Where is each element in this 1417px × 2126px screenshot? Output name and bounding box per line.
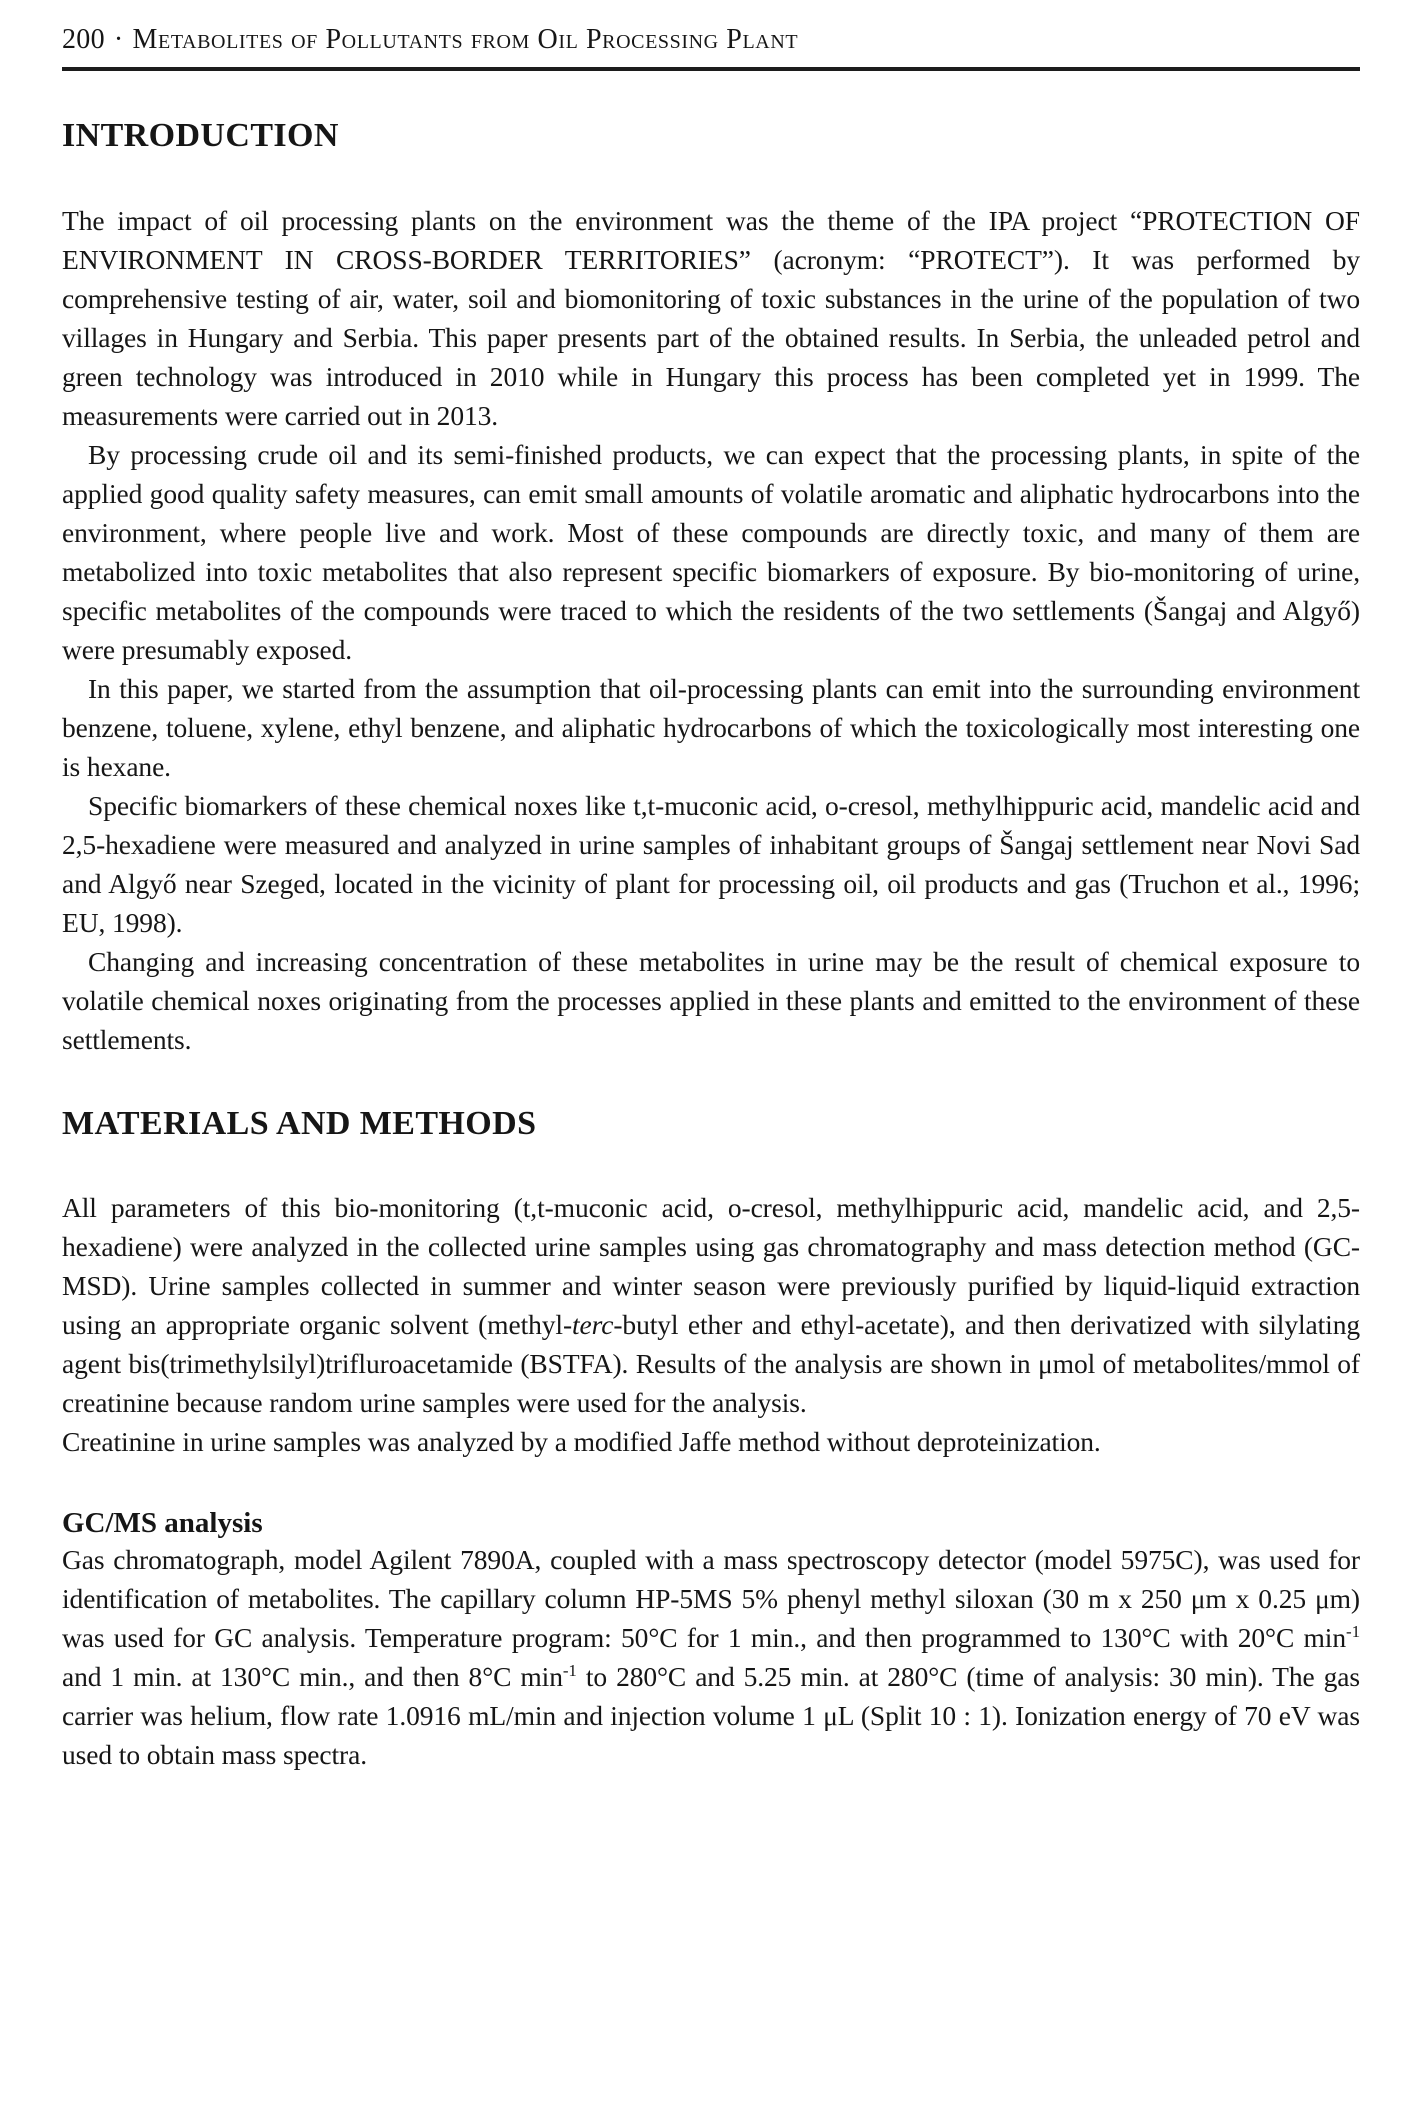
introduction-paragraphs: [62, 201, 1360, 1059]
gcms-paragraphs: [62, 1540, 1360, 1774]
paragraph: Specific biomarkers of these chemical noxes like t,t-muconic acid, o-cresol, methylhippuric acid, mandelic acid and 2,5-hexadiene were measured and analyzed in urine samples of inhabitant groups of Šangaj settlement near Novi Sad and Algyő near Szeged, located in the vicinity of plant for processing oil, oil products and gas (Truchon et al., 1996; EU, 1998).: [62, 789, 1360, 938]
paragraph: Gas chromatograph, model Agilent 7890A, coupled with a mass spectroscopy detector (model 5975C), was used for identification of metabolites. The capillary column HP-5MS 5% phenyl methyl siloxan (30 m x 250 μm x 0.25 μm) was used for GC analysis. Temperature program: 50°C for 1 min., and then programmed to 130°C with 20°C $\min^{-1}$ and 1 min. at 130°C min., and then 8°C $\min^{-1}$ to 280°C and 5.25 min. at 280°C (time of analysis: 30 min). The gas carrier was helium, flow rate 1.0916 mL/min and injection volume 1 μL (Split 10 : 1). Ionization energy of 70 eV was used to obtain mass spectra.: [62, 1544, 1360, 1771]
paragraph: Creatinine in urine samples was analyzed by a modified Jaffe method without deproteinization.: [62, 1425, 1101, 1457]
subsection-heading-gcms-analysis: GC/MS analysis: [62, 1506, 263, 1539]
running-header: [62, 24, 1360, 71]
page-number: 200: [62, 24, 105, 55]
paragraph: Changing and increasing concentration of these metabolites in urine may be the result of chemical exposure to volatile chemical noxes originating from the processes applied in these plants and emitted to the environment of these settlements.: [62, 945, 1360, 1055]
paragraph: By processing crude oil and its semi-finished products, we can expect that the processing plants, in spite of the applied good quality safety measures, can emit small amounts of volatile aromatic and aliphatic hydrocarbons into the environment, where people live and work. Most of these compounds are directly toxic, and many of them are metabolized into toxic metabolites that also represent specific biomarkers of exposure. By bio-monitoring of urine, specific metabolites of the compounds were traced to which the residents of the two settlements (Šangaj and Algyő) were presumably exposed.: [62, 438, 1360, 665]
section-heading-materials-and-methods: MATERIALS AND METHODS: [62, 1104, 537, 1142]
paragraph: All parameters of this bio-monitoring (t,t-muconic acid, o-cresol, methylhippuric acid, mandelic acid, and 2,5-hexadiene) were analyzed in the collected urine samples using gas chromatography and mass detection method (GC-MSD). Urine samples collected in summer and winter season were previously purified by liquid-liquid extraction using an appropriate organic solvent (methyl-terc-butyl ether and ethyl-acetate), and then derivatized with silylating agent bis(trimethylsilyl)trifluroacetamide (BSTFA). Results of the analysis are shown in μmol of metabolites/mmol of creatinine because random urine samples were used for the analysis.: [62, 1191, 1360, 1418]
paragraph: The impact of oil processing plants on the environment was the theme of the IPA project “PROTECTION OF ENVIRONMENT IN CROSS-BORDER TERRITORIES” (acronym: “PROTECT”). It was performed by comprehensive testing of air, water, soil and biomonitoring of toxic substances in the urine of the population of two villages in Hungary and Serbia. This paper presents part of the obtained results. In Serbia, the unleaded petrol and green technology was introduced in 2010 while in Hungary this process has been completed yet in 1999. The measurements were carried out in 2013.: [62, 204, 1360, 431]
methods-paragraphs: [62, 1188, 1360, 1461]
section-heading-introduction: INTRODUCTION: [62, 117, 339, 155]
running-header-title: Metabolites of Pollutants from Oil Processing Plant: [132, 24, 799, 55]
header-separator: ·: [113, 24, 124, 55]
paragraph: In this paper, we started from the assumption that oil-processing plants can emit into the surrounding environment benzene, toluene, xylene, ethyl benzene, and aliphatic hydrocarbons of which the toxicologically most interesting one is hexane.: [62, 672, 1360, 782]
